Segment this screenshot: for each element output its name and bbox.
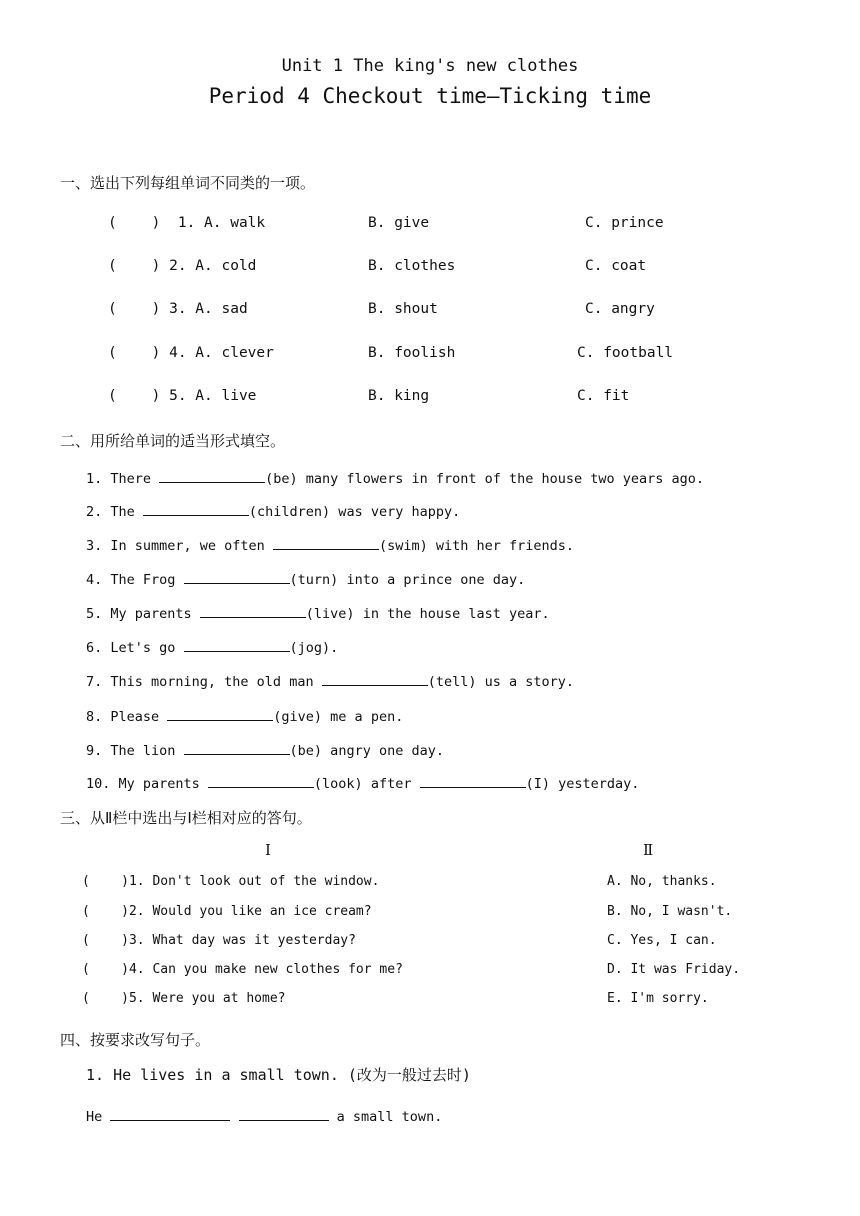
fill-item-5 bbox=[86, 604, 550, 622]
answer-blank[interactable] bbox=[239, 1107, 329, 1121]
answer-suffix: a small town. bbox=[328, 1109, 443, 1125]
fill-item-1 bbox=[86, 469, 704, 487]
fill-suffix: (children) was very happy. bbox=[248, 504, 461, 520]
period-title: Period 4 Checkout time—Ticking time bbox=[208, 84, 652, 108]
mc-question: ( ) 4. A. clever bbox=[108, 345, 274, 361]
mc-option-c: C. fit bbox=[577, 388, 630, 404]
unit-title: Unit 1 The king's new clothes bbox=[281, 56, 579, 76]
fill-suffix: (give) me a pen. bbox=[273, 709, 404, 725]
fill-prefix: 9. The lion bbox=[86, 743, 184, 759]
mc-question: ( ) 2. A. cold bbox=[108, 258, 257, 274]
section2-heading: 二、用所给单词的适当形式填空。 bbox=[60, 432, 286, 450]
match-question: ( )3. What day was it yesterday? bbox=[82, 933, 356, 948]
match-question: ( )1. Don't look out of the window. bbox=[82, 874, 380, 889]
fill-item-10 bbox=[86, 774, 639, 792]
fill-item-4 bbox=[86, 570, 525, 588]
fill-suffix: (tell) us a story. bbox=[427, 674, 575, 690]
fill-item-7 bbox=[86, 672, 574, 690]
answer-blank[interactable] bbox=[322, 672, 428, 686]
fill-prefix: 4. The Frog bbox=[86, 572, 184, 588]
fill-prefix: 8. Please bbox=[86, 709, 168, 725]
section1-heading: 一、选出下列每组单词不同类的一项。 bbox=[60, 174, 316, 192]
match-answer: B. No, I wasn't. bbox=[607, 904, 733, 919]
answer-prefix: He bbox=[86, 1109, 111, 1125]
match-question: ( )2. Would you like an ice cream? bbox=[82, 904, 372, 919]
fill-item-3 bbox=[86, 536, 574, 554]
mc-option-c: C. football bbox=[577, 345, 674, 361]
fill-suffix: (I) yesterday. bbox=[525, 776, 640, 792]
fill-suffix: (be) angry one day. bbox=[289, 743, 444, 759]
mc-option-b: B. give bbox=[368, 215, 430, 231]
mc-option-b: B. shout bbox=[368, 301, 438, 317]
fill-prefix: 2. The bbox=[86, 504, 143, 520]
mc-question: ( ) 3. A. sad bbox=[108, 301, 248, 317]
answer-blank[interactable] bbox=[110, 1107, 230, 1121]
match-question: ( )5. Were you at home? bbox=[82, 991, 286, 1006]
answer-blank[interactable] bbox=[167, 707, 273, 721]
fill-prefix: 1. There bbox=[86, 471, 160, 487]
fill-prefix: 7. This morning, the old man bbox=[86, 674, 322, 690]
column-label-1: Ⅰ bbox=[265, 841, 271, 859]
answer-blank[interactable] bbox=[143, 502, 249, 516]
fill-suffix: (jog). bbox=[289, 640, 339, 656]
section3-heading: 三、从Ⅱ栏中选出与Ⅰ栏相对应的答句。 bbox=[60, 809, 312, 827]
match-question: ( )4. Can you make new clothes for me? bbox=[82, 962, 403, 977]
mc-option-b: B. foolish bbox=[368, 345, 456, 361]
mc-option-c: C. coat bbox=[585, 258, 647, 274]
rewrite-item-1: 1. He lives in a small town. (改为一般过去时) bbox=[86, 1066, 471, 1084]
fill-item-8 bbox=[86, 707, 403, 725]
rewrite-answer-line bbox=[86, 1107, 442, 1125]
answer-blank[interactable] bbox=[208, 774, 314, 788]
answer-blank[interactable] bbox=[184, 570, 290, 584]
fill-middle: (look) after bbox=[313, 776, 420, 792]
fill-item-9 bbox=[86, 741, 444, 759]
answer-blank[interactable] bbox=[159, 469, 265, 483]
fill-prefix: 5. My parents bbox=[86, 606, 200, 622]
fill-prefix: 3. In summer, we often bbox=[86, 538, 273, 554]
answer-blank[interactable] bbox=[184, 741, 290, 755]
fill-suffix: (be) many flowers in front of the house two years ago. bbox=[265, 471, 705, 487]
fill-suffix: (swim) with her friends. bbox=[378, 538, 575, 554]
answer-blank[interactable] bbox=[184, 638, 290, 652]
mc-option-c: C. prince bbox=[585, 215, 664, 231]
match-answer: A. No, thanks. bbox=[607, 874, 717, 889]
section4-heading: 四、按要求改写句子。 bbox=[60, 1031, 211, 1049]
mc-option-b: B. king bbox=[368, 388, 430, 404]
column-label-2: Ⅱ bbox=[643, 841, 654, 859]
answer-blank[interactable] bbox=[200, 604, 306, 618]
mc-question: ( ) 5. A. live bbox=[108, 388, 257, 404]
match-answer: D. It was Friday. bbox=[607, 962, 741, 977]
fill-item-6 bbox=[86, 638, 338, 656]
answer-blank[interactable] bbox=[273, 536, 379, 550]
match-answer: E. I'm sorry. bbox=[607, 991, 709, 1006]
match-answer: C. Yes, I can. bbox=[607, 933, 717, 948]
fill-prefix: 10. My parents bbox=[86, 776, 208, 792]
mc-question: ( ) 1. A. walk bbox=[108, 215, 266, 231]
fill-suffix: (live) in the house last year. bbox=[305, 606, 550, 622]
fill-suffix: (turn) into a prince one day. bbox=[289, 572, 526, 588]
mc-option-b: B. clothes bbox=[368, 258, 456, 274]
fill-prefix: 6. Let's go bbox=[86, 640, 184, 656]
fill-item-2 bbox=[86, 502, 460, 520]
answer-blank[interactable] bbox=[420, 774, 526, 788]
mc-option-c: C. angry bbox=[585, 301, 655, 317]
